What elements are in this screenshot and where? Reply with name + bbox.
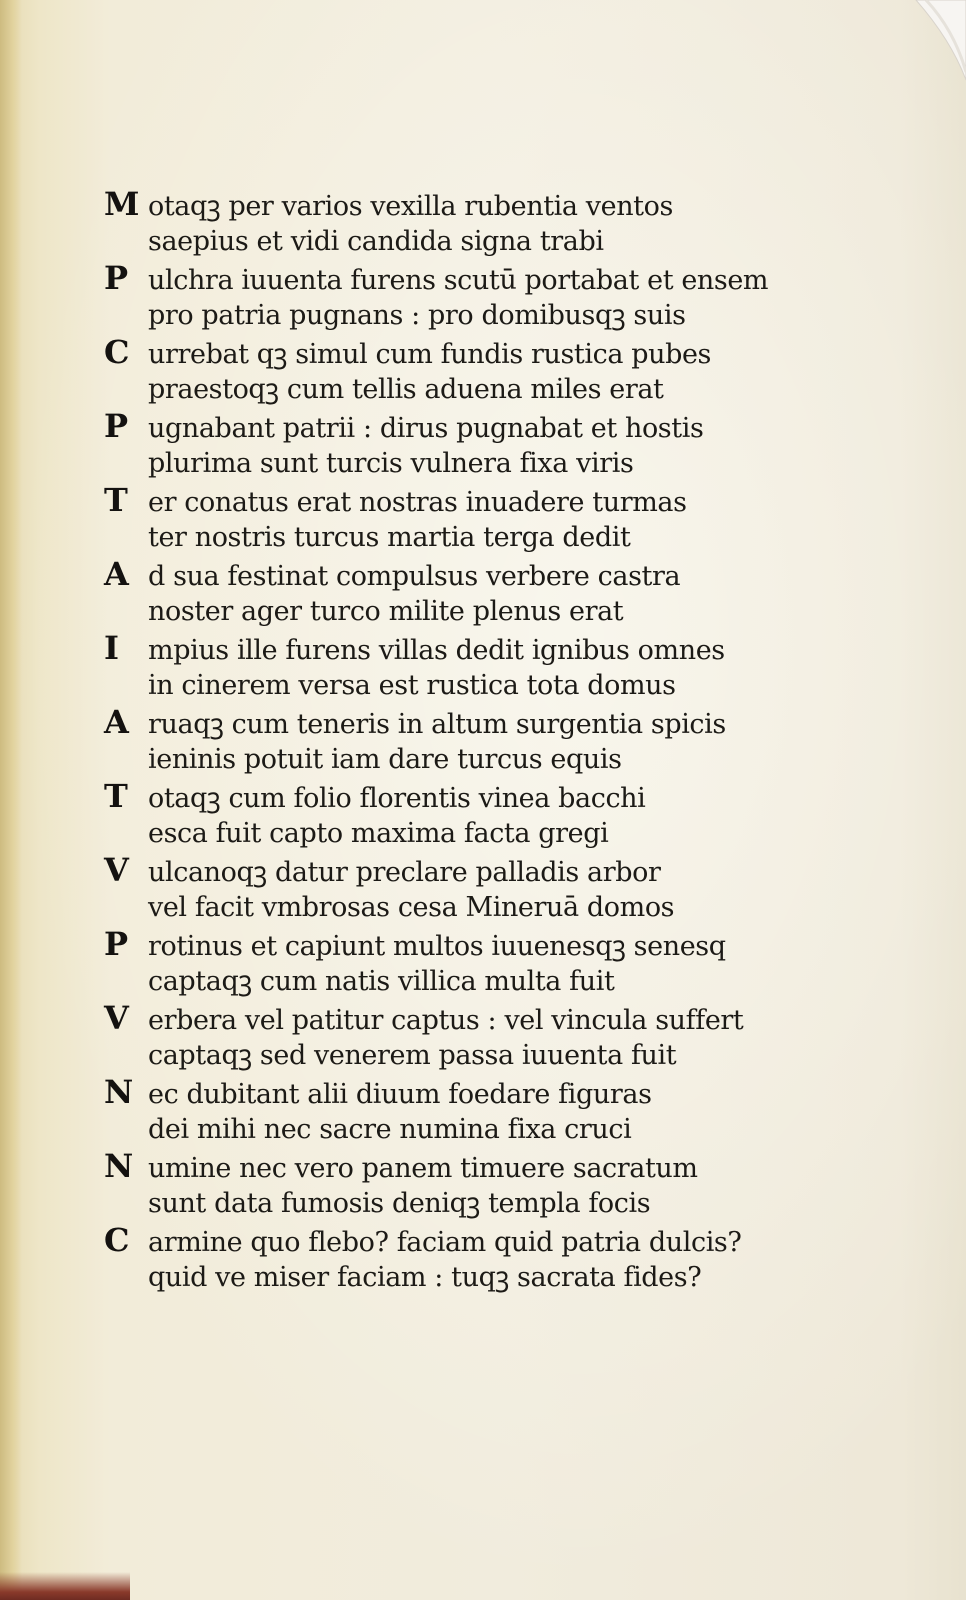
- verse-line-second: in cinerem versa est rustica tota domus: [148, 670, 676, 701]
- verse-line-second: captaqꝫ cum natis villica multa fuit: [148, 966, 615, 997]
- initial-letter: P: [104, 259, 128, 297]
- verse-line-first: [104, 1074, 744, 1111]
- verse-text-run: er conatus erat nostras inuadere turmas: [148, 487, 687, 518]
- verse-line-second: pro patria pugnans : pro domibusqꝫ suis: [148, 300, 686, 331]
- binding-edge: [0, 1572, 130, 1600]
- verse-line-first: [104, 1222, 744, 1259]
- verse-line-second: captaqꝫ sed venerem passa iuuenta fuit: [148, 1040, 677, 1071]
- verse-text-run: erbera vel patitur captus : vel vincula suffert: [148, 1005, 744, 1036]
- verse-line-second: dei mihi nec sacre numina fixa cruci: [148, 1114, 632, 1145]
- verse-line-first: [104, 482, 744, 519]
- verse-text-run: rotinus et capiunt multos iuuenesqꝫ senesq: [148, 931, 726, 962]
- verse-line-second: saepius et vidi candida signa trabi: [148, 226, 604, 257]
- verse-text-run: umine nec vero panem timuere sacratum: [148, 1153, 698, 1184]
- verse-line-first: [104, 1148, 744, 1185]
- verse-line-first: [104, 186, 744, 223]
- verse-line-second: ieninis potuit iam dare turcus equis: [148, 744, 622, 775]
- initial-letter: A: [104, 555, 129, 593]
- verse-line-first: [104, 778, 744, 815]
- initial-letter: T: [104, 777, 128, 815]
- initial-letter: P: [104, 925, 128, 963]
- initial-letter: T: [104, 481, 128, 519]
- verse-line-second: esca fuit capto maxima facta gregi: [148, 818, 609, 849]
- verse-line-first: [104, 556, 744, 593]
- verse-text-run: d sua festinat compulsus verbere castra: [148, 561, 681, 592]
- verse-text-run: otaqꝫ cum folio florentis vinea bacchi: [148, 783, 646, 814]
- verse-text-run: otaqꝫ per varios vexilla rubentia ventos: [148, 191, 673, 222]
- verse-text-run: armine quo flebo? faciam quid patria dulcis?: [148, 1227, 742, 1258]
- verse-text: [104, 185, 769, 1296]
- initial-letter: N: [104, 1073, 133, 1111]
- verse-line-second: vel facit vmbrosas cesa Mineruā domos: [148, 892, 675, 923]
- verse-line-first: [104, 630, 744, 667]
- initial-letter: M: [104, 185, 140, 223]
- initial-letter: V: [104, 851, 129, 889]
- initial-letter: P: [104, 407, 128, 445]
- initial-letter: N: [104, 1147, 133, 1185]
- verse-line-second: praestoqꝫ cum tellis aduena miles erat: [148, 374, 664, 405]
- verse-line-second: sunt data fumosis deniqꝫ templa focis: [148, 1188, 651, 1219]
- page-gutter: [0, 0, 22, 1600]
- verse-line-first: [104, 334, 744, 371]
- verse-line-second: quid ve miser faciam : tuqꝫ sacrata fides?: [148, 1262, 702, 1293]
- verse-text-run: ec dubitant alii diuum foedare figuras: [148, 1079, 652, 1110]
- verse-line-second: noster ager turco milite plenus erat: [148, 596, 624, 627]
- verse-text-run: ruaqꝫ cum teneris in altum surgentia spicis: [148, 709, 726, 740]
- verse-line-first: [104, 852, 744, 889]
- verse-text-run: ugnabant patrii : dirus pugnabat et hostis: [148, 413, 704, 444]
- verse-line-first: [104, 1000, 744, 1037]
- verse-text-run: mpius ille furens villas dedit ignibus omnes: [148, 635, 725, 666]
- verse-text-run: ulchra iuuenta furens scutū portabat et ensem: [148, 265, 769, 296]
- verse-line-first: [104, 704, 744, 741]
- initial-letter: V: [104, 999, 129, 1037]
- initial-letter: C: [104, 1221, 130, 1259]
- initial-letter: I: [104, 629, 119, 667]
- verse-text-run: urrebat qꝫ simul cum fundis rustica pubes: [148, 339, 712, 370]
- verse-line-first: [104, 408, 744, 445]
- verse-line-first: [104, 259, 769, 297]
- verse-text-run: ulcanoqꝫ datur preclare palladis arbor: [148, 857, 661, 888]
- verse-line-first: [104, 926, 744, 963]
- page-corner-fold: [896, 0, 966, 90]
- initial-letter: C: [104, 333, 130, 371]
- verse-line-second: ter nostris turcus martia terga dedit: [148, 522, 631, 553]
- verse-line-second: plurima sunt turcis vulnera fixa viris: [148, 448, 634, 479]
- initial-letter: A: [104, 703, 129, 741]
